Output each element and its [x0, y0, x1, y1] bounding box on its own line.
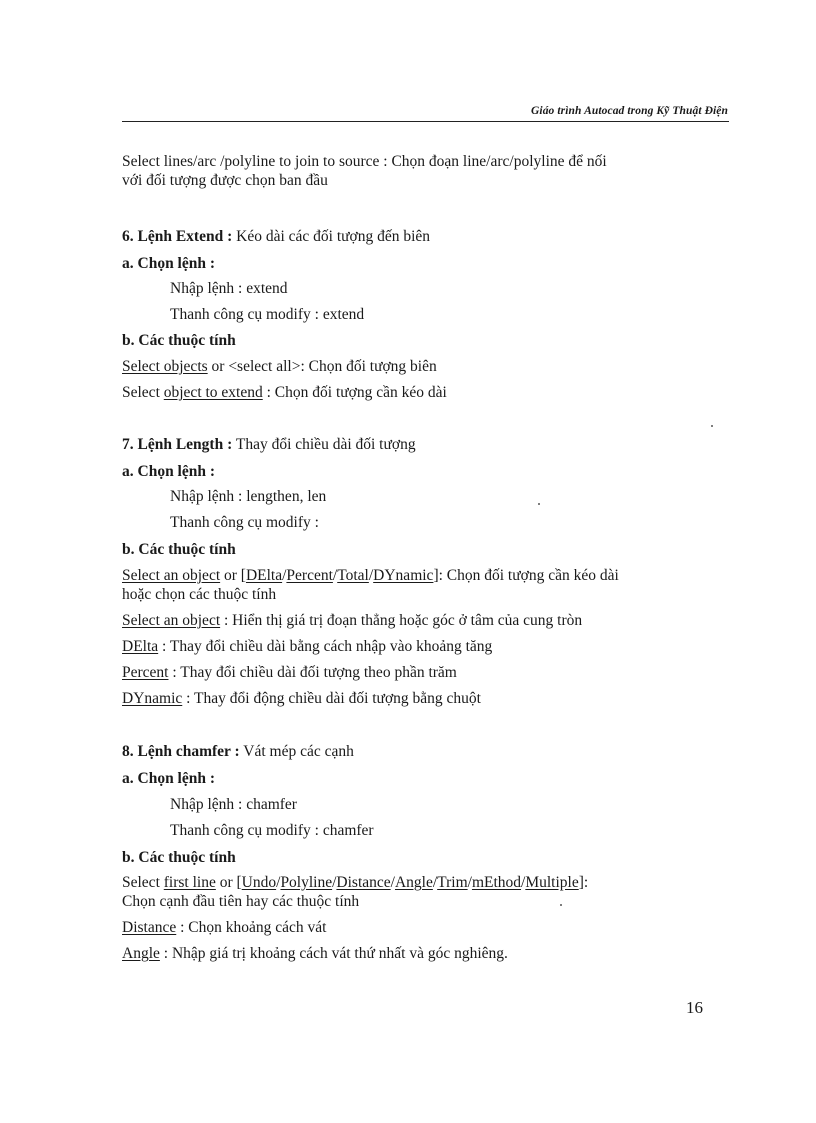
section-7-heading [122, 435, 732, 455]
separator: / [432, 874, 438, 891]
keyword: Distance [122, 919, 177, 936]
section-7-property-3 [122, 637, 732, 657]
section-8-title: 8. Lệnh chamfer : [122, 743, 240, 760]
property-text: : Thay đổi động chiều dài đối tượng bằng chuột [182, 690, 481, 707]
section-8-description: Vát mép các cạnh [239, 743, 354, 760]
section-7-command-entry: Nhập lệnh : lengthen, len [170, 488, 327, 505]
intro-line-1: Select lines/arc /polyline to join to source : Chọn đoạn line/arc/polyline để nối [122, 153, 607, 170]
separator: / [332, 874, 337, 891]
running-header: Giáo trình Autocad trong Kỹ Thuật Điện [531, 105, 728, 117]
property-text: : Hiển thị giá trị đoạn thẳng hoặc góc ở tâm của cung tròn [220, 612, 583, 629]
intro-line-2: với đối tượng được chọn ban đầu [122, 172, 328, 189]
section-7-property-5 [122, 689, 732, 709]
property-prefix: Select [122, 384, 164, 401]
keyword: Distance [336, 874, 391, 891]
separator: or [ [215, 874, 242, 891]
property-text: : Chọn khoảng cách vát [176, 919, 327, 936]
separator: / [467, 874, 472, 891]
section-6-property-2 [122, 383, 732, 403]
header-rule [122, 121, 729, 122]
property-text-continued: Chọn cạnh đầu tiên hay các thuộc tính [122, 893, 360, 910]
section-8-property-2 [122, 918, 732, 938]
keyword: DElta [122, 638, 159, 655]
keyword: first line [163, 874, 216, 891]
section-8-property-3 [122, 944, 732, 964]
property-text: : Thay đổi chiều dài bằng cách nhập vào khoảng tăng [158, 638, 493, 655]
property-text: ]: Chọn đối tượng cần kéo dài [433, 567, 619, 584]
keyword: Percent [286, 567, 333, 584]
property-text: : Thay đổi chiều dài đối tượng theo phần trăm [168, 664, 457, 681]
section-6-toolbar-entry: Thanh công cụ modify : extend [170, 306, 365, 323]
keyword: Total [337, 567, 369, 584]
section-6-subheading-b: b. Các thuộc tính [122, 332, 236, 349]
section-6-property-1 [122, 357, 732, 377]
section-8-heading [122, 742, 732, 762]
section-8-command-entry: Nhập lệnh : chamfer [170, 796, 297, 813]
section-8-subheading-b: b. Các thuộc tính [122, 849, 236, 866]
section-7-title: 7. Lệnh Length : [122, 436, 233, 453]
keyword: Percent [122, 664, 169, 681]
section-7-description: Thay đổi chiều dài đối tượng [232, 436, 416, 453]
scan-speck [538, 503, 540, 505]
keyword: Angle [394, 874, 433, 891]
intro-paragraph [122, 152, 732, 190]
separator: / [282, 567, 287, 584]
section-7-property-2 [122, 611, 732, 631]
keyword: mEthod [471, 874, 522, 891]
keyword: Angle [122, 945, 160, 962]
property-text: : Chọn đối tượng cần kéo dài [262, 384, 447, 401]
property-text: : Nhập giá trị khoảng cách vát thứ nhất và góc nghiêng. [159, 945, 508, 962]
section-7-property-4 [122, 663, 732, 683]
section-6-command-entry: Nhập lệnh : extend [170, 280, 288, 297]
section-6-subheading-a: a. Chọn lệnh : [122, 255, 216, 272]
section-7-property-1 [122, 566, 732, 604]
separator: or [ [220, 567, 246, 584]
separator: / [390, 874, 395, 891]
section-8-subheading-a: a. Chọn lệnh : [122, 770, 216, 787]
section-8-property-1 [122, 873, 732, 911]
page-number: 16 [686, 998, 703, 1017]
keyword: Select an object [122, 567, 221, 584]
keyword: Select an object [122, 612, 221, 629]
scan-speck [560, 904, 562, 906]
section-6-title: 6. Lệnh Extend : [122, 228, 233, 245]
keyword: DYnamic [122, 690, 183, 707]
section-8-toolbar-entry: Thanh công cụ modify : chamfer [170, 822, 374, 839]
section-6-heading [122, 227, 732, 247]
keyword: DElta [245, 567, 283, 584]
keyword: Polyline [280, 874, 333, 891]
section-7-toolbar-entry: Thanh công cụ modify : [170, 514, 319, 531]
separator: / [276, 874, 281, 891]
separator: ]: [578, 874, 589, 891]
keyword: Multiple [525, 874, 579, 891]
property-text-continued: hoặc chọn các thuộc tính [122, 586, 277, 603]
keyword: Undo [241, 874, 277, 891]
keyword: Select objects [122, 358, 208, 375]
section-7-subheading-a: a. Chọn lệnh : [122, 463, 216, 480]
scan-speck [711, 425, 713, 427]
keyword: DYnamic [373, 567, 434, 584]
separator: / [521, 874, 526, 891]
keyword: object to extend [163, 384, 263, 401]
separator: / [332, 567, 338, 584]
property-prefix: Select [122, 874, 164, 891]
separator: / [368, 567, 374, 584]
section-7-subheading-b: b. Các thuộc tính [122, 541, 236, 558]
keyword: Trim [437, 874, 468, 891]
section-6-description: Kéo dài các đối tượng đến biên [232, 228, 431, 245]
property-text: or <select all>: Chọn đối tượng biên [207, 358, 437, 375]
